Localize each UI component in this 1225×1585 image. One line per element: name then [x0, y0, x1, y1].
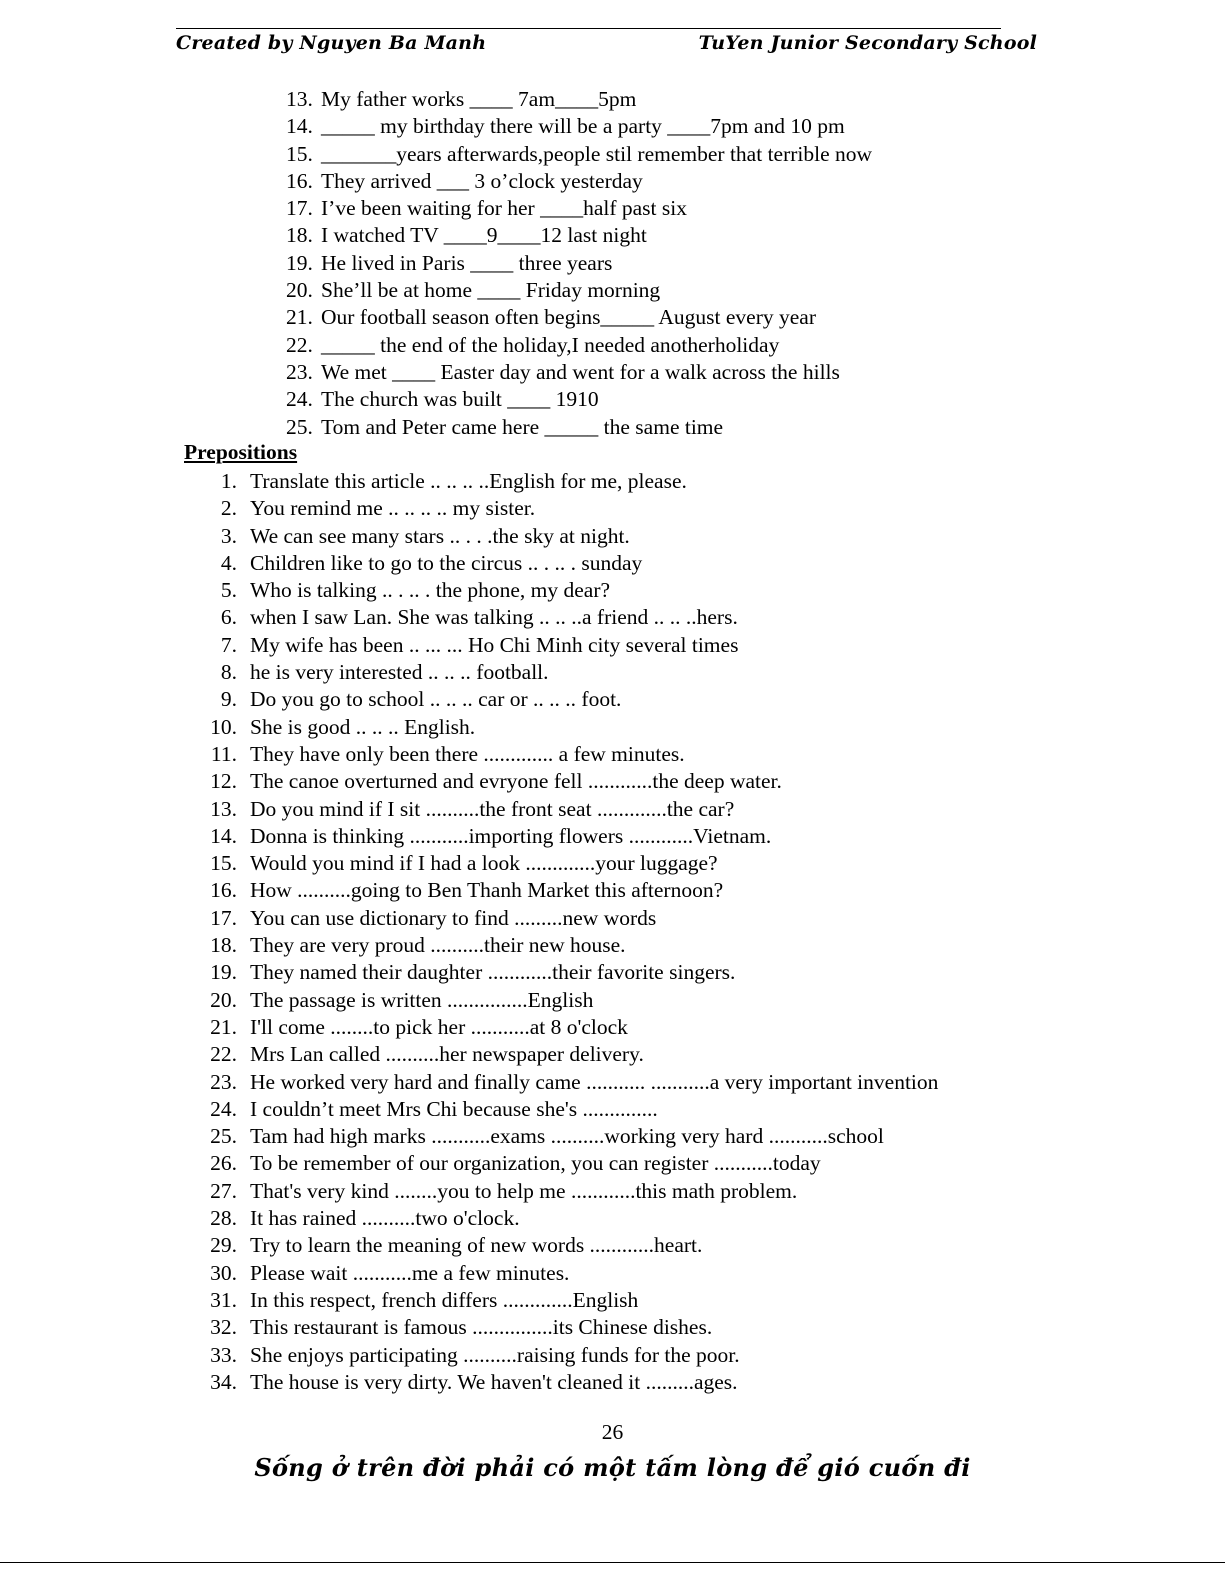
- item-number: 2.: [220, 496, 237, 521]
- item-number: 4.: [220, 550, 237, 575]
- bottom-divider: [0, 1562, 1225, 1563]
- item-number: 16.: [286, 168, 313, 193]
- item-number: 9.: [220, 687, 237, 712]
- item-text: I’ve been waiting for her ____half past six: [321, 196, 687, 221]
- item-text: We met ____ Easter day and went for a walk across the hills: [321, 359, 840, 384]
- item-text: The passage is written ...............English: [250, 987, 594, 1012]
- item-text: In this respect, french differs .............English: [250, 1287, 639, 1312]
- item-text: he is very interested .. .. .. football.: [250, 660, 549, 685]
- item-number: 10.: [210, 714, 237, 739]
- page-header: [176, 28, 1037, 59]
- item-text: Please wait ...........me a few minutes.: [250, 1260, 570, 1285]
- item-text: _______years afterwards,people stil remember that terrible now: [321, 141, 873, 166]
- item-number: 6.: [220, 605, 237, 630]
- item-number: 22.: [286, 332, 313, 357]
- item-number: 16.: [210, 878, 237, 903]
- item-text: How ..........going to Ben Thanh Market this afternoon?: [250, 878, 724, 903]
- item-text: Donna is thinking ...........importing flowers ............Vietnam.: [250, 823, 772, 848]
- item-text: Do you mind if I sit ..........the front seat .............the car?: [250, 796, 735, 821]
- item-number: 21.: [210, 1014, 237, 1039]
- item-number: 7.: [220, 632, 237, 657]
- item-number: 32.: [210, 1315, 237, 1340]
- item-number: 15.: [286, 141, 313, 166]
- item-number: 5.: [220, 578, 237, 603]
- item-number: 27.: [210, 1178, 237, 1203]
- item-number: 14.: [210, 823, 237, 848]
- item-text: They arrived ___ 3 o’clock yesterday: [321, 168, 643, 193]
- item-number: 19.: [286, 250, 313, 275]
- item-text: _____ the end of the holiday,I needed anotherholiday: [321, 332, 780, 357]
- item-text: She’ll be at home ____ Friday morning: [321, 278, 661, 303]
- item-number: 15.: [210, 851, 237, 876]
- item-text: That's very kind ........you to help me ............this math problem.: [250, 1178, 798, 1203]
- item-number: 34.: [210, 1369, 237, 1394]
- item-number: 14.: [286, 114, 313, 139]
- item-number: 23.: [286, 359, 313, 384]
- item-text: Our football season often begins_____ August every year: [321, 305, 816, 330]
- item-text: Mrs Lan called ..........her newspaper delivery.: [250, 1042, 644, 1067]
- item-number: 18.: [210, 933, 237, 958]
- item-text: It has rained ..........two o'clock.: [250, 1206, 520, 1231]
- item-text: I watched TV ____9____12 last night: [321, 223, 647, 248]
- header-school: TuYen Junior Secondary School: [698, 32, 1037, 54]
- item-text: _____ my birthday there will be a party ____7pm and 10 pm: [321, 114, 845, 139]
- item-number: 25.: [286, 414, 313, 439]
- item-number: 20.: [286, 278, 313, 303]
- item-text: The house is very dirty. We haven't cleaned it .........ages.: [250, 1369, 738, 1394]
- item-text: He lived in Paris ____ three years: [321, 250, 613, 275]
- item-number: 17.: [286, 196, 313, 221]
- item-text: To be remember of our organization, you can register ...........today: [250, 1151, 821, 1176]
- item-text: when I saw Lan. She was talking .. .. ..a friend .. .. ..hers.: [250, 605, 738, 630]
- item-number: 25.: [210, 1124, 237, 1149]
- item-text: I'll come ........to pick her ...........at 8 o'clock: [250, 1014, 628, 1039]
- item-number: 26.: [210, 1151, 237, 1176]
- item-number: 12.: [210, 769, 237, 794]
- item-text: Tom and Peter came here _____ the same time: [321, 414, 724, 439]
- item-text: You remind me .. .. .. .. my sister.: [250, 496, 536, 521]
- item-text: They have only been there ............. a few minutes.: [250, 741, 685, 766]
- header-author: Created by Nguyen Ba Manh: [176, 32, 487, 54]
- item-text: Translate this article .. .. .. ..English for me, please.: [250, 469, 687, 493]
- item-number: 13.: [210, 796, 237, 821]
- item-text: Try to learn the meaning of new words ............heart.: [250, 1233, 703, 1258]
- item-text: Tam had high marks ...........exams ..........working very hard ...........school: [250, 1124, 884, 1149]
- item-number: 8.: [220, 660, 237, 685]
- item-text: Who is talking .. . .. . the phone, my dear?: [250, 578, 611, 603]
- item-number: 20.: [210, 987, 237, 1012]
- item-number: 18.: [286, 223, 313, 248]
- item-number: 31.: [210, 1287, 237, 1312]
- item-text: I couldn’t meet Mrs Chi because she's ..............: [250, 1096, 658, 1121]
- item-number: 11.: [210, 741, 237, 766]
- item-text: They named their daughter ............their favorite singers.: [250, 960, 736, 985]
- item-number: 3.: [220, 523, 237, 548]
- item-text: Do you go to school .. .. .. car or .. .. .. foot.: [250, 687, 622, 712]
- item-text: Would you mind if I had a look .............your luggage?: [250, 851, 718, 876]
- item-number: 22.: [210, 1042, 237, 1067]
- item-text: The canoe overturned and evryone fell ............the deep water.: [250, 769, 782, 794]
- item-text: You can use dictionary to find .........new words: [250, 905, 657, 930]
- item-number: 30.: [210, 1260, 237, 1285]
- item-text: She enjoys participating ..........raising funds for the poor.: [250, 1342, 740, 1367]
- item-number: 17.: [210, 905, 237, 930]
- item-text: This restaurant is famous ...............its Chinese dishes.: [250, 1315, 713, 1340]
- item-number: 33.: [210, 1342, 237, 1367]
- item-text: She is good .. .. .. English.: [250, 714, 476, 739]
- item-number: 24.: [210, 1096, 237, 1121]
- page-number: 26: [601, 1420, 624, 1444]
- item-text: He worked very hard and finally came ........... ...........a very important invention: [250, 1069, 939, 1094]
- page-footer-motto: Sống ở trên đời phải có một tấm lòng để gió cuốn đi: [254, 1453, 971, 1482]
- item-text: We can see many stars .. . . .the sky at night.: [250, 523, 630, 548]
- section-title-prepositions: Prepositions: [184, 440, 298, 464]
- item-number: 1.: [220, 469, 237, 493]
- item-text: They are very proud ..........their new house.: [250, 933, 626, 958]
- item-number: 24.: [286, 387, 313, 412]
- item-number: 19.: [210, 960, 237, 985]
- item-number: 13.: [286, 87, 313, 111]
- item-number: 21.: [286, 305, 313, 330]
- item-number: 28.: [210, 1206, 237, 1231]
- item-number: 23.: [210, 1069, 237, 1094]
- item-text: My father works ____ 7am____5pm: [321, 87, 637, 111]
- item-number: 29.: [210, 1233, 237, 1258]
- item-text: Children like to go to the circus .. . .. . sunday: [250, 550, 643, 575]
- item-text: My wife has been .. ... ... Ho Chi Minh city several times: [250, 632, 739, 657]
- item-text: The church was built ____ 1910: [321, 387, 599, 412]
